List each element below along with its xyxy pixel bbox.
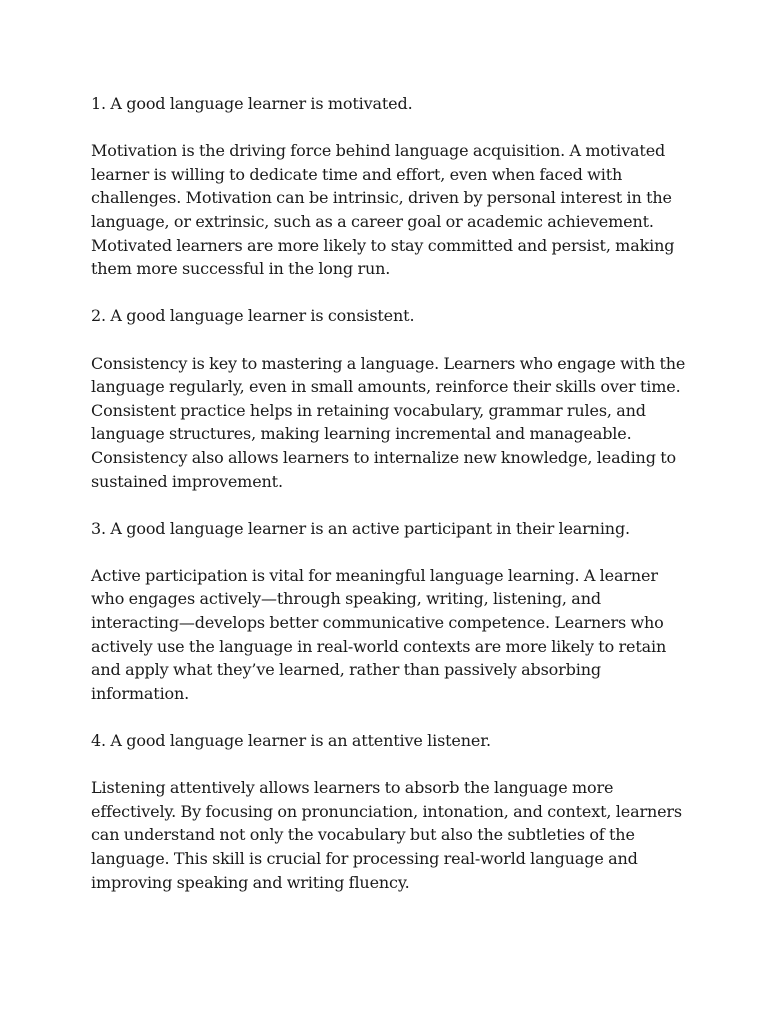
section-4-heading: 4. A good language learner is an attentive listener. <box>91 731 491 751</box>
document-page <box>91 92 691 894</box>
section-1-body: Motivation is the driving force behind language acquisition. A motivated learner is willing to dedicate time and effort, even when faced with challenges. Motivation can be intrinsic, driven by personal interest in the language, or extrinsic, such as a career goal or academic achievement. Motivated learners are more likely to stay committed and persist, making them more successful in the long run. <box>91 141 675 279</box>
section-4-body: Listening attentively allows learners to absorb the language more effectively. By focusing on pronunciation, intonation, and context, learners can understand not only the vocabulary but also the subtleties of the language. This skill is crucial for processing real-world language and improving speaking and writing fluency. <box>91 778 682 892</box>
section-3-heading: 3. A good language learner is an active participant in their learning. <box>91 518 630 538</box>
section-2-body: Consistency is key to mastering a language. Learners who engage with the language regularly, even in small amounts, reinforce their skills over time. Consistent practice helps in retaining vocabulary, grammar rules, and language structures, making learning incremental and manageable. Consistency also allows learners to internalize new knowledge, leading to sustained improvement. <box>91 353 686 491</box>
section-2-heading: 2. A good language learner is consistent. <box>91 306 415 326</box>
section-1-heading: 1. A good language learner is motivated. <box>91 94 413 113</box>
section-3-body: Active participation is vital for meaningful language learning. A learner who engages actively—through speaking, writing, listening, and interacting—develops better communicative competence. Learners who actively use the language in real-world contexts are more likely to retain and apply what they’ve learned, rather than passively absorbing information. <box>91 565 667 703</box>
